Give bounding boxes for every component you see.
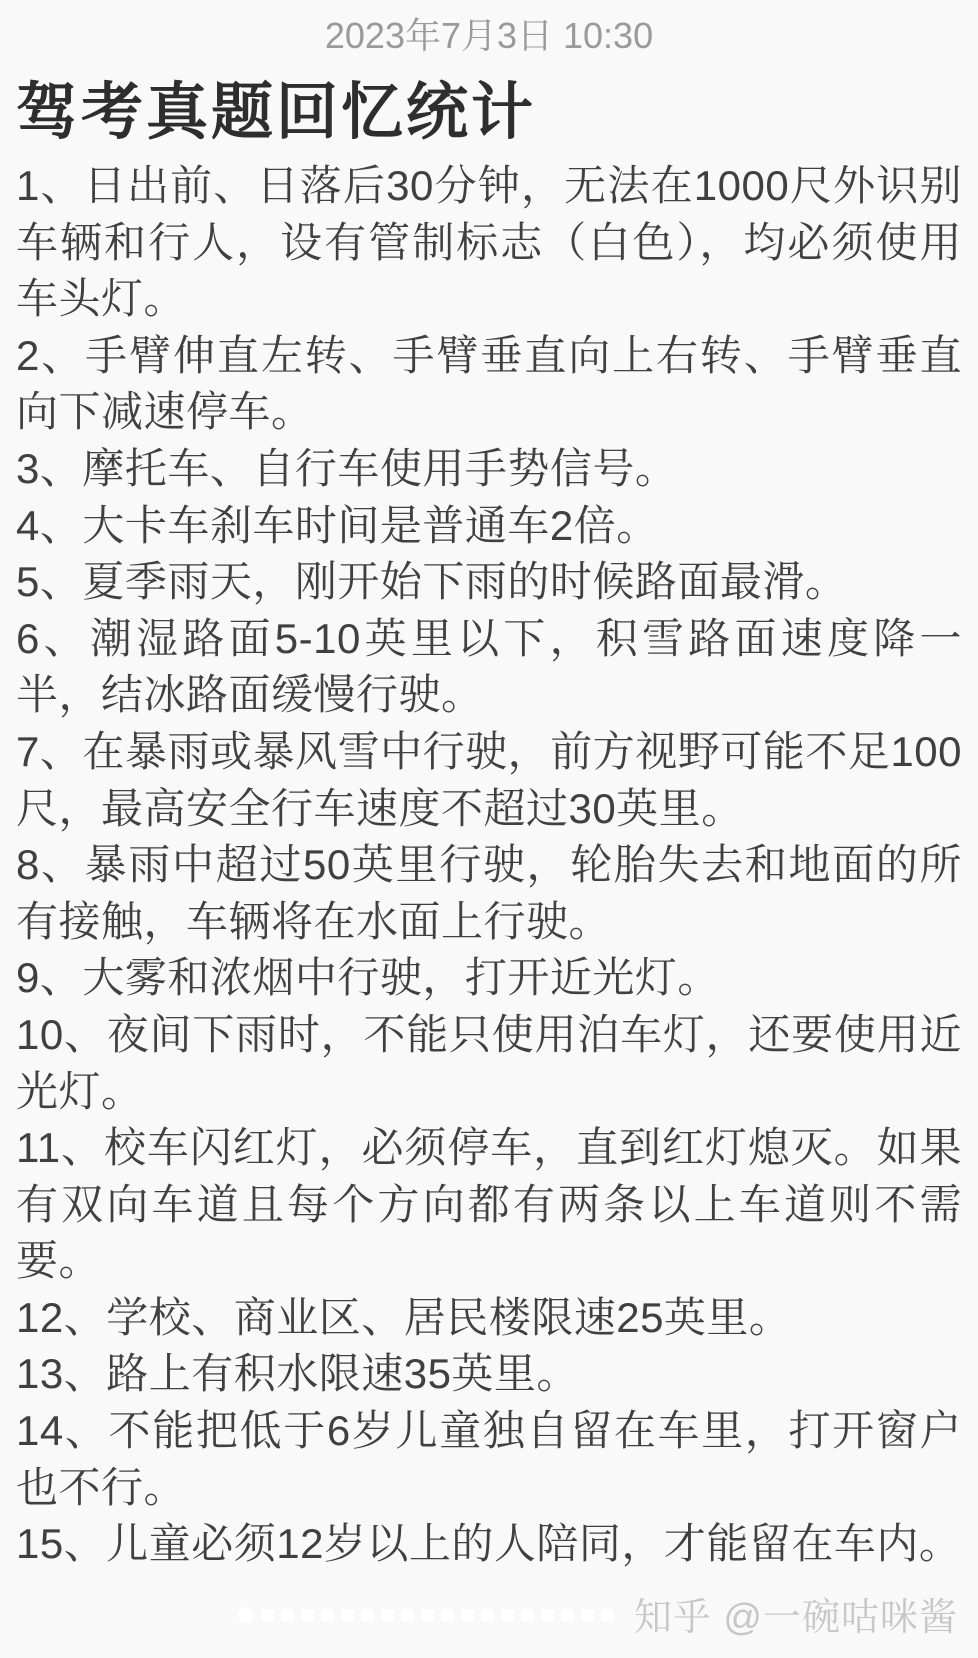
list-item: 8、暴雨中超过50英里行驶，轮胎失去和地面的所有接触，车辆将在水面上行驶。 <box>16 841 962 945</box>
dot <box>561 1609 574 1622</box>
dot <box>461 1609 474 1622</box>
dot <box>281 1609 294 1622</box>
list-item: 5、夏季雨天，刚开始下雨的时候路面最滑。 <box>16 558 848 606</box>
list-item: 9、大雾和浓烟中行驶，打开近光灯。 <box>16 954 720 1002</box>
dot <box>301 1609 314 1622</box>
dot <box>421 1609 434 1622</box>
list-item: 11、校车闪红灯，必须停车，直到红灯熄灭。如果有双向车道且每个方向都有两条以上车道则不需要。 <box>16 1124 962 1285</box>
dot <box>501 1609 514 1622</box>
dot <box>521 1609 534 1622</box>
dot <box>261 1609 274 1622</box>
list-item: 6、潮湿路面5-10英里以下，积雪路面速度降一半，结冰路面缓慢行驶。 <box>16 614 962 719</box>
list-item: 3、摩托车、自行车使用手势信号。 <box>16 444 678 492</box>
list-item: 14、不能把低于6岁儿童独自留在车里，打开窗户也不行。 <box>16 1407 962 1511</box>
watermark: 知乎 @一碗咕咪酱 <box>633 1597 958 1639</box>
dot <box>481 1609 494 1622</box>
dot <box>441 1609 454 1622</box>
dot <box>541 1609 554 1622</box>
note-timestamp: 2023年7月3日 10:30 <box>324 15 654 56</box>
list-item: 7、在暴雨或暴风雪中行驶，前方视野可能不足100尺，最高安全行车速度不超过30英里。 <box>16 727 962 832</box>
dot <box>581 1609 594 1622</box>
dot <box>401 1609 414 1622</box>
dot <box>361 1609 374 1622</box>
dot <box>341 1609 354 1622</box>
list-item: 13、路上有积水限速35英里。 <box>16 1350 579 1398</box>
page-dots-indicator <box>238 1607 621 1623</box>
list-item: 12、学校、商业区、居民楼限速25英里。 <box>16 1293 792 1341</box>
list-item: 1、日出前、日落后30分钟，无法在1000尺外识别车辆和行人，设有管制标志（白色），均必须使用车头灯。 <box>16 162 962 323</box>
list-item: 15、儿童必须12岁以上的人陪同，才能留在车内。 <box>16 1520 962 1568</box>
list-item: 10、夜间下雨时，不能只使用泊车灯，还要使用近光灯。 <box>16 1010 962 1115</box>
dot <box>321 1609 334 1622</box>
dot <box>238 1607 254 1623</box>
exam-notes-list <box>0 158 978 1573</box>
dot <box>601 1609 614 1622</box>
dot <box>381 1609 394 1622</box>
page-title: 驾考真题回忆统计 <box>16 78 537 147</box>
list-item: 2、手臂伸直左转、手臂垂直向上右转、手臂垂直向下减速停车。 <box>16 331 962 436</box>
list-item: 4、大卡车刹车时间是普通车2倍。 <box>16 501 659 549</box>
